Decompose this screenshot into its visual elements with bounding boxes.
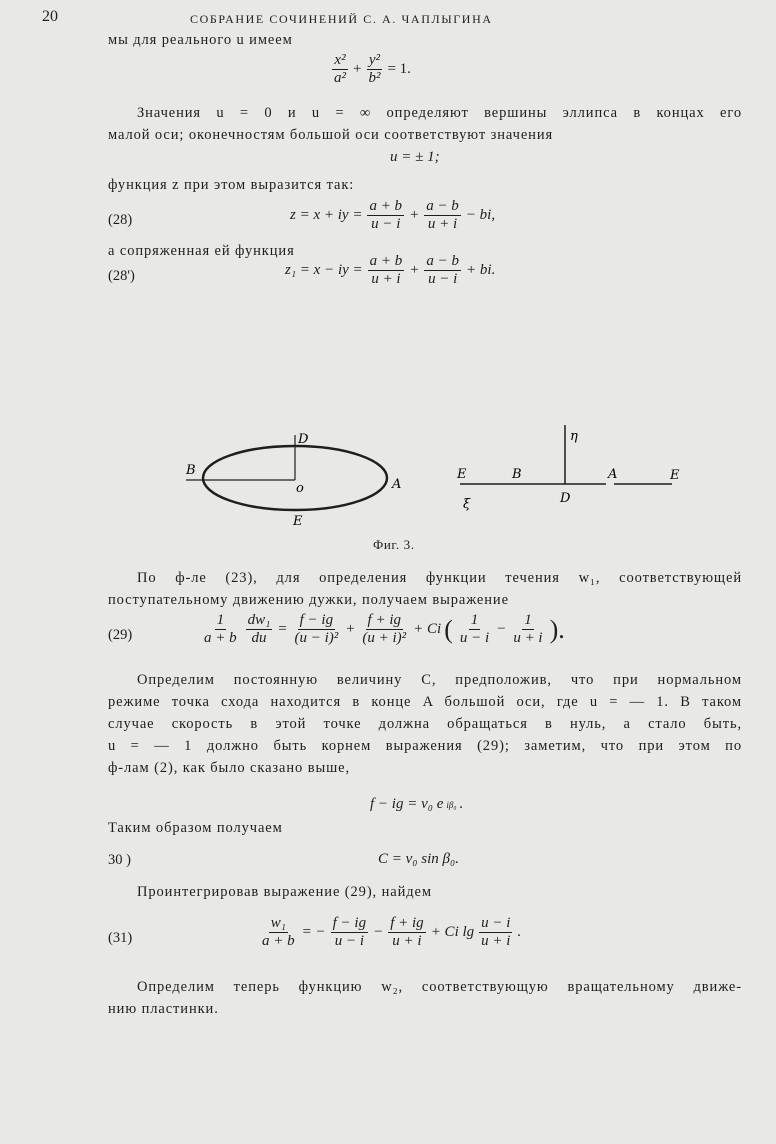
text-line: а сопряженная ей функция bbox=[108, 243, 295, 259]
lhs: z₁ = x − iy = bbox=[285, 262, 363, 278]
operator: − bbox=[373, 924, 384, 940]
equation-label: (28) bbox=[108, 212, 133, 228]
operator: + bbox=[345, 621, 356, 637]
numerator: f − ig bbox=[299, 612, 334, 628]
operator: − bbox=[496, 621, 507, 637]
operator: + Ci bbox=[413, 621, 442, 637]
text-line: Проинтегрировав выражение (29), найдем bbox=[137, 884, 432, 900]
figure-caption: Фиг. 3. bbox=[373, 537, 415, 552]
denominator: u + i bbox=[513, 630, 543, 646]
fig-label-e: E bbox=[293, 514, 303, 529]
operator: + bbox=[353, 61, 362, 77]
fig-label-a: A bbox=[392, 477, 402, 492]
numerator: u − i bbox=[481, 915, 511, 931]
text-line: u = — 1 должно быть корнем выражения (29); заметим, что при этом по bbox=[108, 738, 742, 754]
tail: + bi. bbox=[466, 262, 496, 278]
text-line: Значения u = 0 и u = ∞ определяют вершины эллипса в концах его bbox=[137, 105, 742, 121]
lhs: z = x + iy = bbox=[290, 207, 363, 223]
tail: . bbox=[517, 924, 522, 940]
lhs: f − ig = v₀ e bbox=[370, 796, 444, 812]
text-line: поступательному движению дужки, получаем выражение bbox=[108, 592, 509, 608]
denominator: u + i bbox=[481, 933, 511, 949]
fig-label-d: D bbox=[560, 491, 571, 506]
numerator: a − b bbox=[426, 253, 460, 269]
running-title: СОБРАНИЕ СОЧИНЕНИЙ С. А. ЧАПЛЫГИНА bbox=[190, 12, 493, 26]
page-number: 20 bbox=[42, 8, 58, 25]
fig-label-a: A bbox=[608, 467, 618, 482]
numerator: a − b bbox=[426, 198, 459, 214]
fig-label-xi: ξ bbox=[463, 497, 471, 512]
equation-30: C = v₀ sin β₀. bbox=[378, 851, 459, 867]
fig-label-e: E bbox=[457, 467, 467, 482]
fig-label-d: D bbox=[298, 432, 309, 447]
denominator: (u − i)² bbox=[294, 630, 339, 646]
equation-label: (28') bbox=[108, 268, 135, 284]
text-line: Определим теперь функцию w₂, соответствующую вращательному движе- bbox=[137, 979, 742, 995]
denominator: u − i bbox=[334, 933, 364, 949]
denominator: u − i bbox=[371, 216, 401, 232]
equation-label: 30 ) bbox=[108, 852, 131, 868]
denominator: a + b bbox=[204, 630, 237, 646]
equation-f-ig bbox=[370, 796, 463, 813]
numerator: f + ig bbox=[390, 915, 424, 931]
operator: + bbox=[409, 207, 420, 223]
text-line: ф-лам (2), как было сказано выше, bbox=[108, 760, 351, 776]
denominator: (u + i)² bbox=[362, 630, 407, 646]
text-line: нию пластинки. bbox=[108, 1001, 219, 1017]
numerator: 1 bbox=[216, 612, 225, 628]
text-line: Таким образом получаем bbox=[108, 820, 283, 836]
operator: + Ci lg bbox=[430, 924, 475, 940]
fig-label-b: B bbox=[512, 467, 522, 482]
operator: = − bbox=[301, 924, 326, 940]
numerator: a + b bbox=[369, 198, 403, 214]
denominator: a² bbox=[334, 70, 346, 86]
numerator: f + ig bbox=[367, 612, 402, 628]
equation-29 bbox=[200, 612, 565, 647]
numerator: dw₁ bbox=[247, 612, 271, 628]
text-line: По ф-ле (23), для определения функции течения w₁, соответствующей bbox=[137, 570, 742, 586]
denominator: u − i bbox=[428, 271, 458, 287]
tail: . bbox=[459, 796, 464, 812]
exponent: iβ₀ bbox=[446, 799, 457, 810]
text-line: малой оси; оконечностям большой оси соответствуют значения bbox=[108, 127, 554, 143]
denominator: du bbox=[251, 630, 267, 646]
numerator: a + b bbox=[369, 253, 403, 269]
numerator: 1 bbox=[470, 612, 479, 628]
text-line: режиме точка схода находится в конце A большой оси, где u = — 1. В таком bbox=[108, 694, 742, 710]
operator: + bbox=[409, 262, 420, 278]
operator: = bbox=[277, 621, 288, 637]
denominator: u + i bbox=[392, 933, 422, 949]
denominator: u + i bbox=[371, 271, 401, 287]
numerator: 1 bbox=[524, 612, 532, 628]
numerator: y² bbox=[368, 52, 381, 68]
text-line: случае скорость в этой точке должна обращаться в нуль, а стало быть, bbox=[108, 716, 742, 732]
numerator: w₁ bbox=[270, 915, 286, 931]
rhs: = 1. bbox=[387, 61, 411, 77]
equation-label: (29) bbox=[108, 627, 133, 643]
equation-u: u = ± 1; bbox=[390, 149, 440, 165]
fig-label-eta: η bbox=[570, 429, 578, 444]
text-line: Определим постоянную величину C, предположив, что при нормальном bbox=[137, 672, 742, 688]
denominator: a + b bbox=[262, 933, 295, 949]
fig-label-o: o bbox=[296, 481, 304, 496]
denominator: b² bbox=[368, 70, 381, 86]
paren: ( bbox=[444, 614, 453, 644]
denominator: u + i bbox=[427, 216, 458, 232]
numerator: f − ig bbox=[332, 915, 367, 931]
numerator: x² bbox=[334, 52, 346, 68]
paren: ). bbox=[549, 614, 565, 644]
equation-31 bbox=[258, 915, 521, 950]
fig-label-e: E bbox=[670, 468, 680, 483]
fig-label-b: B bbox=[186, 463, 196, 478]
tail: − bi, bbox=[465, 207, 496, 223]
text-line: функция z при этом выразится так: bbox=[108, 177, 355, 193]
equation-label: (31) bbox=[108, 930, 133, 946]
denominator: u − i bbox=[459, 630, 490, 646]
text-line: мы для реального u имеем bbox=[108, 32, 293, 48]
